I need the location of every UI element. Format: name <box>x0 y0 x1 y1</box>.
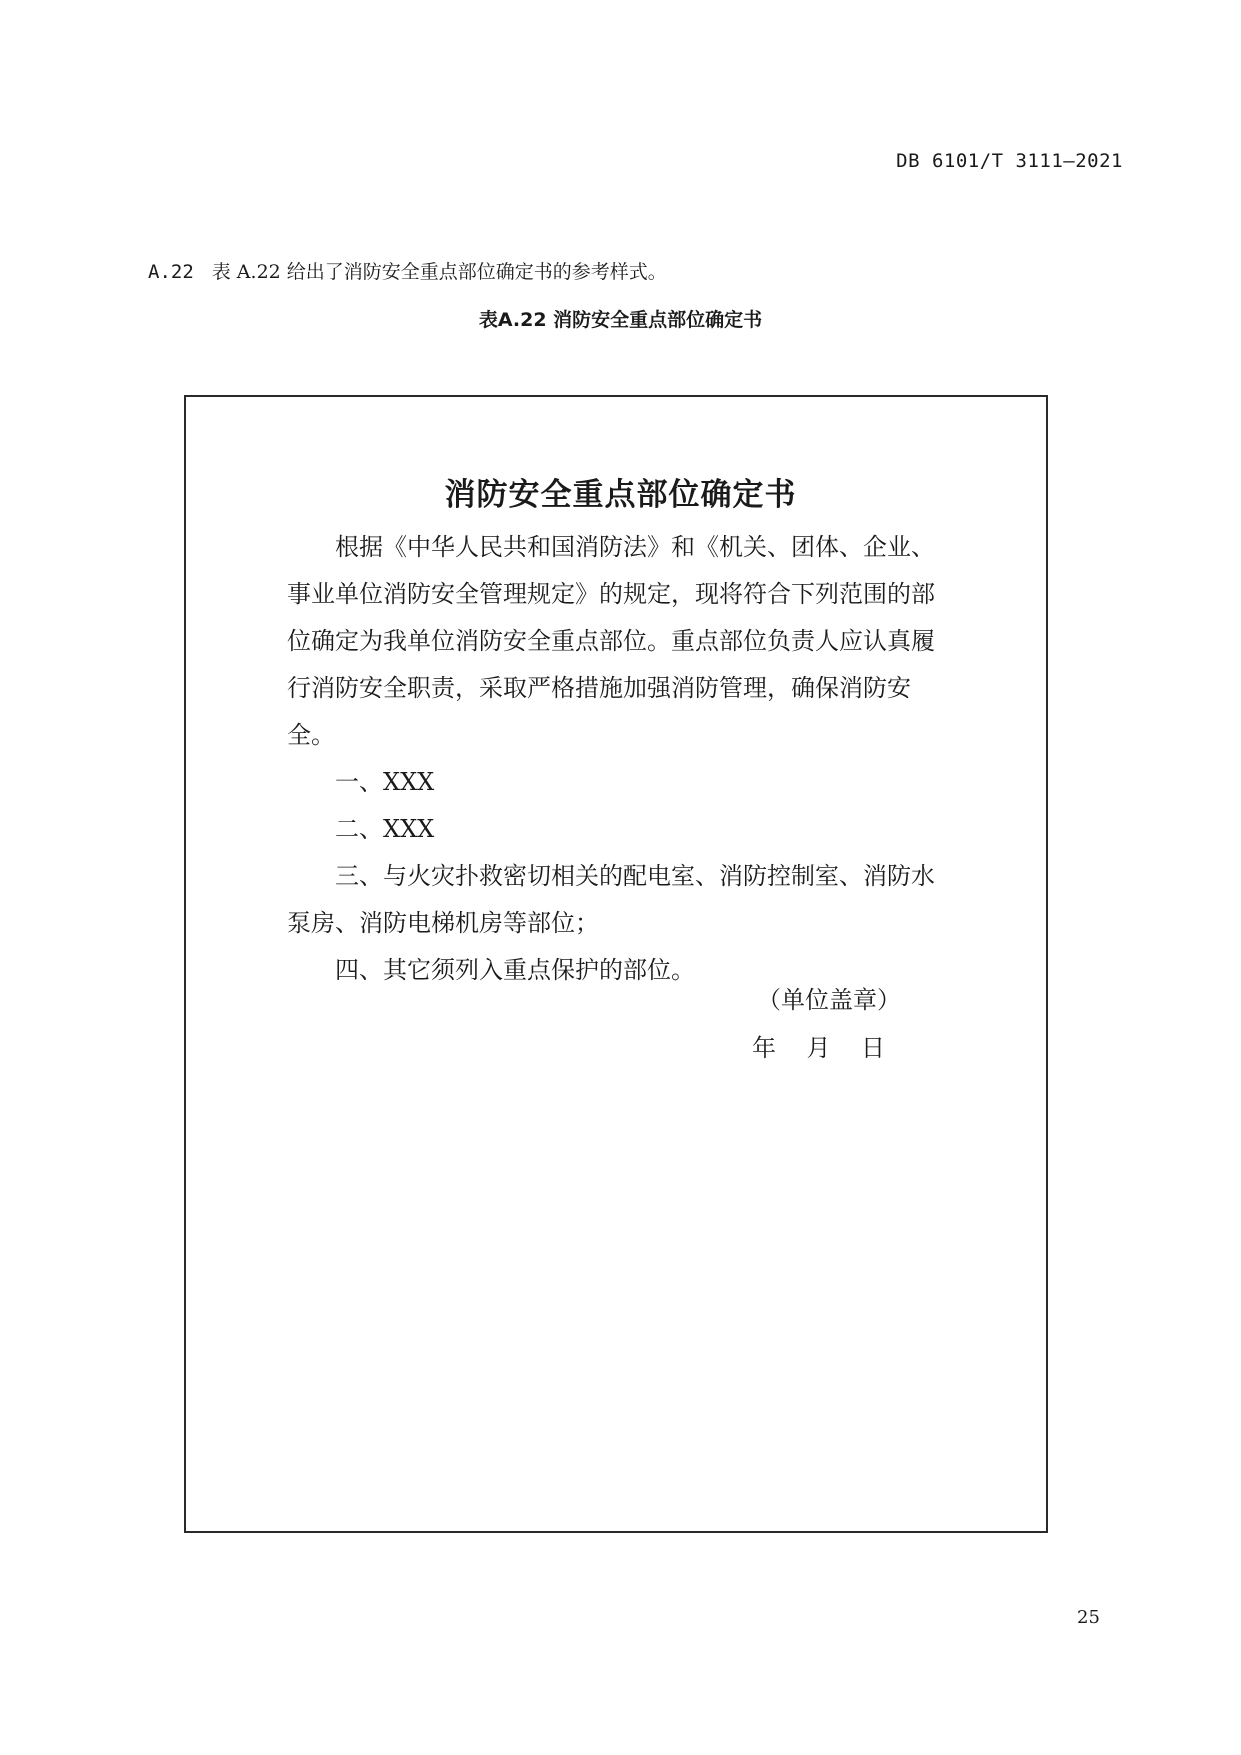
unit-seal-label: （单位盖章） <box>757 986 901 1014</box>
form-item-2: 二、XXX <box>335 815 435 843</box>
form-item-3: 三、与火灾扑救密切相关的配电室、消防控制室、消防水泵房、消防电梯机房等部位； <box>287 862 935 937</box>
form-item-4: 四、其它须列入重点保护的部位。 <box>335 956 695 984</box>
page-number: 25 <box>1077 1607 1100 1628</box>
table-caption: 表A.22 消防安全重点部位确定书 <box>478 309 763 331</box>
document-code: DB 6101/T 3111—2021 <box>896 150 1123 172</box>
form-title: 消防安全重点部位确定书 <box>444 477 797 513</box>
date-line: 年 月 日 <box>752 1034 886 1062</box>
clause-number: A.22 <box>148 261 194 283</box>
clause-text: 表 A.22 给出了消防安全重点部位确定书的参考样式。 <box>211 261 667 283</box>
form-item-1: 一、XXX <box>335 768 435 796</box>
form-body <box>287 524 953 994</box>
form-intro-paragraph: 根据《中华人民共和国消防法》和《机关、团体、企业、事业单位消防安全管理规定》的规定，现将符合下列范围的部位确定为我单位消防安全重点部位。重点部位负责人应认真履行消防安全职责，采取严格措施加强消防管理，确保消防安全。 <box>287 533 935 749</box>
clause-line <box>148 257 667 284</box>
